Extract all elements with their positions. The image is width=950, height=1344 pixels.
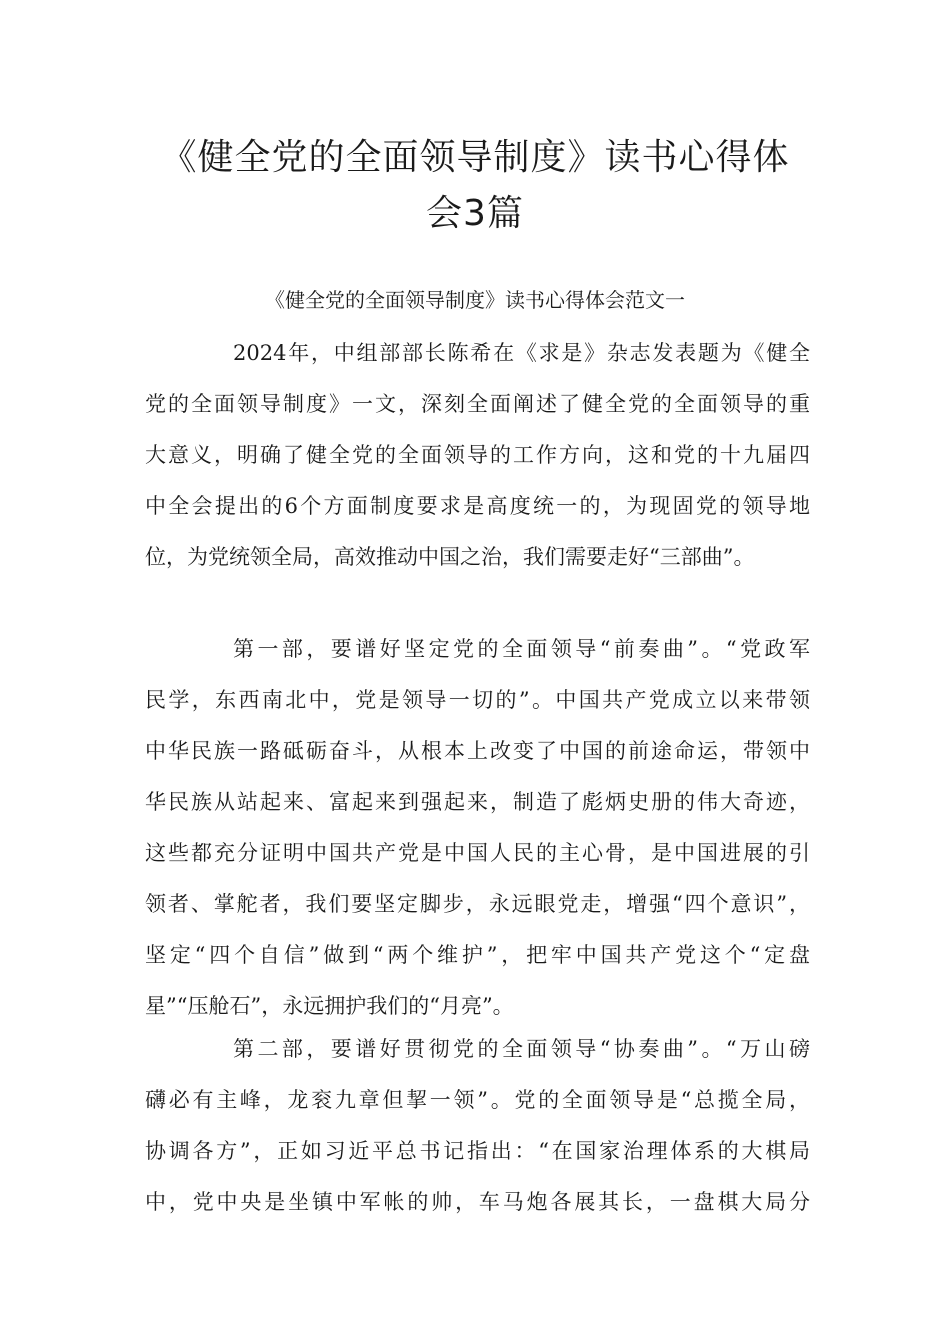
text-line: 2024年，中组部部长陈希在《求是》杂志发表题为《健全 — [233, 341, 810, 365]
text-line: 位，为党统领全局，高效推动中国之治，我们需要走好“三部曲”。 — [145, 545, 755, 569]
paragraph-3 — [145, 1024, 810, 1228]
text-line: 领者、掌舵者，我们要坚定脚步，永远眼党走，增强“四个意识”， — [145, 892, 810, 916]
text-line: 中全会提出的6个方面制度要求是高度统一的，为现固党的领导地 — [145, 494, 810, 518]
paragraph-1 — [145, 328, 810, 583]
title-line: 会3篇 — [426, 193, 524, 234]
text-line: 华民族从站起来、富起来到强起来，制造了彪炳史册的伟大奇迹， — [145, 790, 810, 814]
text-line: 党的全面领导制度》一文，深刻全面阐述了健全党的全面领导的重 — [145, 392, 810, 416]
text-line: 第一部，要谱好坚定党的全面领导“前奏曲”。“党政军 — [233, 637, 810, 661]
text-line: 这些都充分证明中国共产党是中国人民的主心骨，是中国进展的引 — [145, 841, 810, 865]
text-line: 星”“压舱石”，永远拥护我们的“月亮”。 — [145, 994, 514, 1018]
text-line: 第二部，要谱好贯彻党的全面领导“协奏曲”。“万山磅 — [233, 1037, 810, 1061]
text-line: 民学，东西南北中，党是领导一切的”。中国共产党成立以来带领 — [145, 688, 810, 712]
document-title — [140, 130, 810, 242]
paragraph-2 — [145, 624, 810, 1032]
document-subtitle: 《健全党的全面领导制度》读书心得体会范文一 — [265, 288, 685, 312]
text-line: 礴必有主峰，龙衮九章但挈一领”。党的全面领导是“总揽全局， — [145, 1088, 810, 1112]
text-line: 协调各方”，正如习近平总书记指出：“在国家治理体系的大棋局 — [145, 1139, 810, 1163]
text-line: 坚定“四个自信”做到“两个维护”，把牢中国共产党这个“定盘 — [145, 943, 810, 967]
text-line: 中，党中央是坐镇中军帐的帅，车马炮各展其长，一盘棋大局分 — [145, 1190, 810, 1214]
title-line: 《健全党的全面领导制度》读书心得体 — [160, 137, 790, 178]
text-line: 大意义，明确了健全党的全面领导的工作方向，这和党的十九届四 — [145, 443, 810, 467]
text-line: 中华民族一路砥砺奋斗，从根本上改变了中国的前途命运，带领中 — [145, 739, 810, 763]
